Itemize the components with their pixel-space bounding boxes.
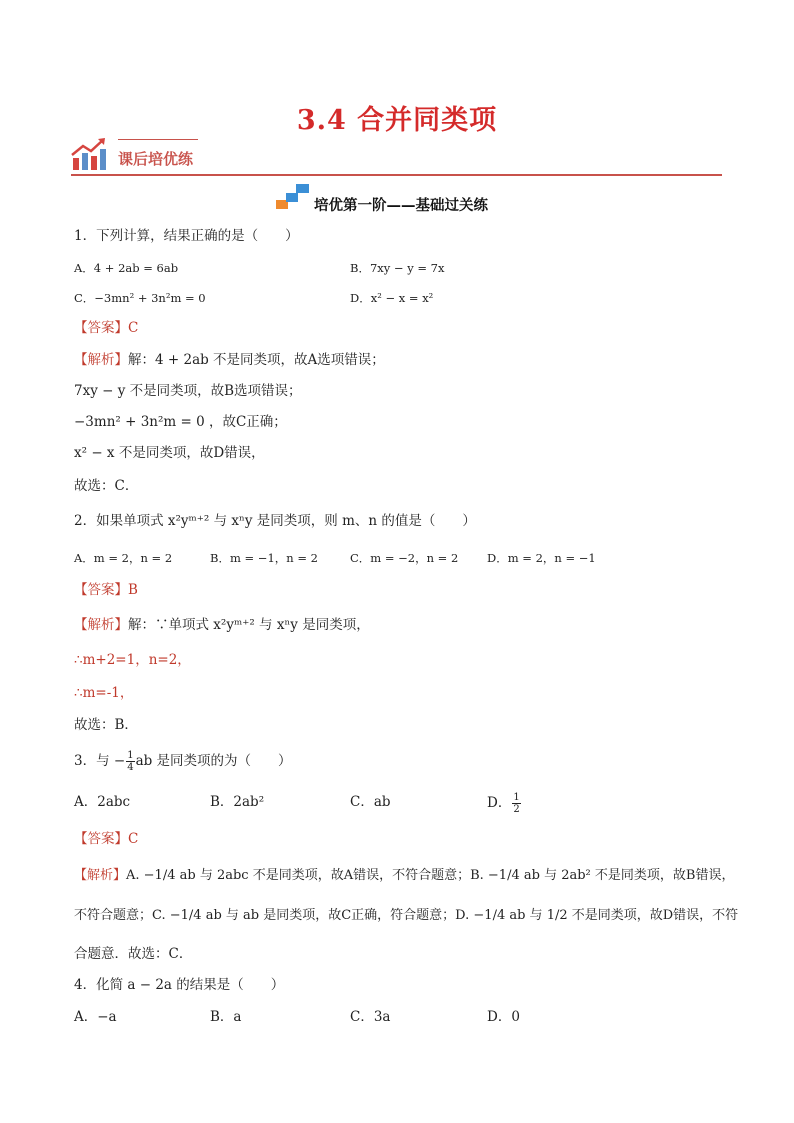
answer-value: C <box>128 831 139 847</box>
q1-answer <box>74 318 138 338</box>
answer-label: 【答案】 <box>74 582 128 598</box>
explanation-label: 【解析】 <box>74 868 127 883</box>
growth-chart-icon <box>71 136 107 172</box>
section-title: 课后培优练 <box>118 150 194 168</box>
q4-option-b: B．a <box>210 1009 242 1025</box>
stage-heading: 培优第一阶——基础过关练 <box>314 198 488 214</box>
q3-answer <box>74 829 138 849</box>
q1-option-c: C．−3mn² + 3n²m = 0 <box>74 291 206 305</box>
answer-label: 【答案】 <box>74 320 128 336</box>
q1-explanation-line-4: x² − x 不是同类项，故D错误， <box>74 445 265 461</box>
explanation-line: 解：4 + 2ab 不是同类项，故A选项错误； <box>128 352 385 368</box>
q3-option-d <box>487 792 522 815</box>
option-d-label: D． <box>487 795 512 811</box>
q1-explanation <box>74 350 385 370</box>
stairs-icon <box>276 182 310 210</box>
q1-conclusion: 故选：C． <box>74 478 139 494</box>
q2-explanation-line-3: ∴m=-1， <box>74 685 134 701</box>
page-title: 3.4 合并同类项 <box>296 105 498 136</box>
q2-option-c: C．m = −2，n = 2 <box>350 551 459 565</box>
fraction-numerator: 1 <box>127 750 134 761</box>
q1-option-b: B．7xy − y = 7x <box>350 261 445 275</box>
q2-stem: 2．如果单项式 x²yᵐ⁺² 与 xⁿy 是同类项，则 m、n 的值是（ ） <box>74 513 476 529</box>
q3-stem-suffix: ab 是同类项的为（ ） <box>135 753 292 769</box>
q3-stem <box>74 750 292 773</box>
explanation-line: A. −1/4 ab 与 2abc 不是同类项，故A错误，不符合题意；B. −1/4 ab 与 2ab² 不是同类项，故B错误， <box>126 868 735 883</box>
q2-explanation <box>74 615 370 635</box>
fraction-numerator: 1 <box>513 792 520 803</box>
fraction-denominator: 2 <box>513 804 520 815</box>
q3-option-b: B．2ab² <box>210 794 265 810</box>
q2-answer <box>74 580 138 600</box>
explanation-line: 解：∵单项式 x²yᵐ⁺² 与 xⁿy 是同类项， <box>128 617 370 633</box>
answer-value: C <box>128 320 139 336</box>
q1-stem: 1．下列计算，结果正确的是（ ） <box>74 228 299 244</box>
q2-option-d: D．m = 2，n = −1 <box>487 551 596 565</box>
q3-explanation-line-2: 不符合题意；C. −1/4 ab 与 ab 是同类项，故C正确，符合题意；D. −1/4 ab 与 1/2 不是同类项，故D错误，不符 <box>74 908 739 923</box>
q2-option-b: B．m = −1，n = 2 <box>210 551 318 565</box>
q1-explanation-line-3: −3mn² + 3n²m = 0 ，故C正确； <box>74 414 287 430</box>
q4-option-a: A．−a <box>74 1009 117 1025</box>
q2-conclusion: 故选：B． <box>74 717 138 733</box>
q3-stem-prefix: 3．与 − <box>74 753 126 769</box>
q3-stem-fraction <box>126 750 134 773</box>
q2-explanation-line-2: ∴m+2=1，n=2， <box>74 652 191 668</box>
q4-option-d: D．0 <box>487 1009 520 1025</box>
fraction-denominator: 4 <box>127 762 134 773</box>
explanation-label: 【解析】 <box>74 352 128 368</box>
answer-value: B <box>128 582 138 598</box>
section-top-line <box>118 139 198 140</box>
q2-option-a: A．m = 2，n = 2 <box>74 551 173 565</box>
q3-explanation-line-3: 合题意．故选：C． <box>74 946 193 962</box>
answer-label: 【答案】 <box>74 831 128 847</box>
q1-option-d: D．x² − x = x² <box>350 291 434 305</box>
explanation-label: 【解析】 <box>74 617 128 633</box>
q4-option-c: C．3a <box>350 1009 391 1025</box>
q1-option-a: A．4 + 2ab = 6ab <box>74 261 179 275</box>
q3-option-c: C．ab <box>350 794 391 810</box>
section-divider <box>71 174 722 176</box>
option-d-fraction <box>512 792 520 815</box>
q1-explanation-line-2: 7xy − y 不是同类项，故B选项错误； <box>74 383 302 399</box>
q4-stem: 4．化简 a − 2a 的结果是（ ） <box>74 977 285 993</box>
q3-explanation <box>74 866 734 886</box>
q3-option-a: A．2abc <box>74 794 131 810</box>
